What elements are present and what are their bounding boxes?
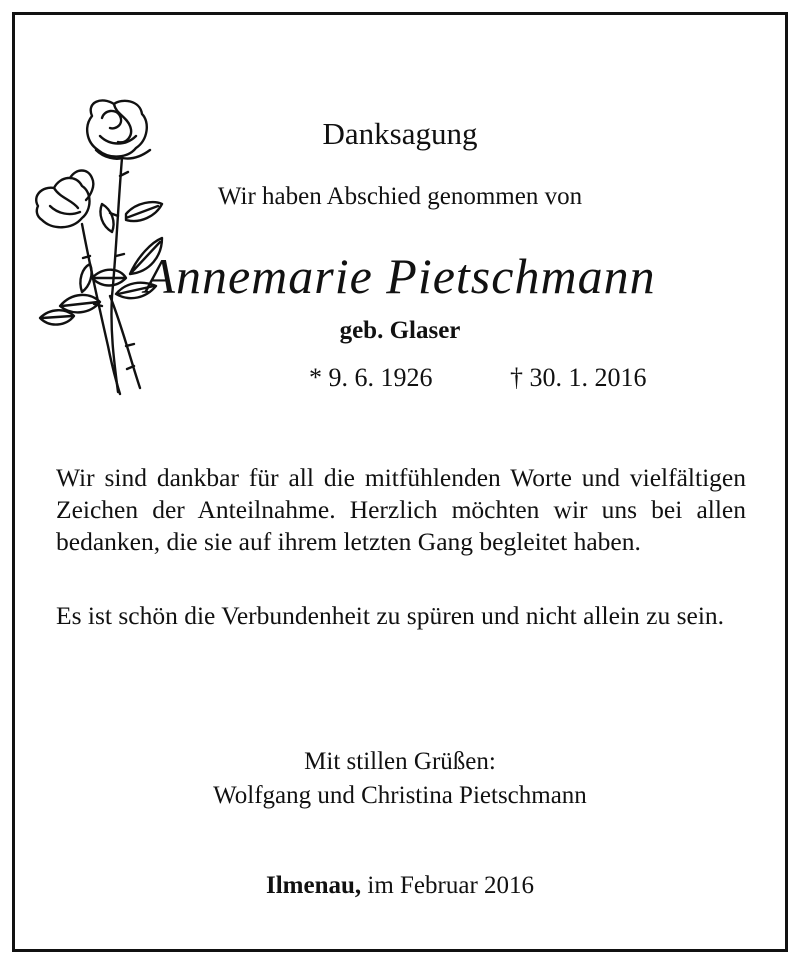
place-date — [0, 872, 800, 900]
deceased-name: Annemarie Pietschmann — [144, 248, 656, 304]
thanks-paragraph: Wir sind dankbar für all die mitfühlenden Worte und vielfältigen Zeichen der Anteilnahme. Herzlich möchten wir uns bei allen bedanken, die sie auf ihrem letzten Gang begleitet haben. — [56, 463, 746, 556]
greeting: Mit stillen Grüßen: — [304, 748, 496, 775]
place: Ilmenau, — [265, 872, 362, 899]
intro-text: Wir haben Abschied genommen von — [217, 183, 583, 210]
maiden-name: geb. Glaser — [339, 317, 461, 344]
date: im Februar 2016 — [361, 872, 535, 899]
heading: Danksagung — [322, 116, 478, 151]
birth-date: * 9. 6. 1926 — [309, 363, 433, 392]
death-date: † 30. 1. 2016 — [510, 363, 647, 392]
signature-block — [0, 745, 800, 813]
closing-paragraph: Es ist schön die Verbundenheit zu spüren und nicht allein zu sein. — [56, 601, 725, 630]
signers: Wolfgang und Christina Pietschmann — [213, 782, 587, 809]
